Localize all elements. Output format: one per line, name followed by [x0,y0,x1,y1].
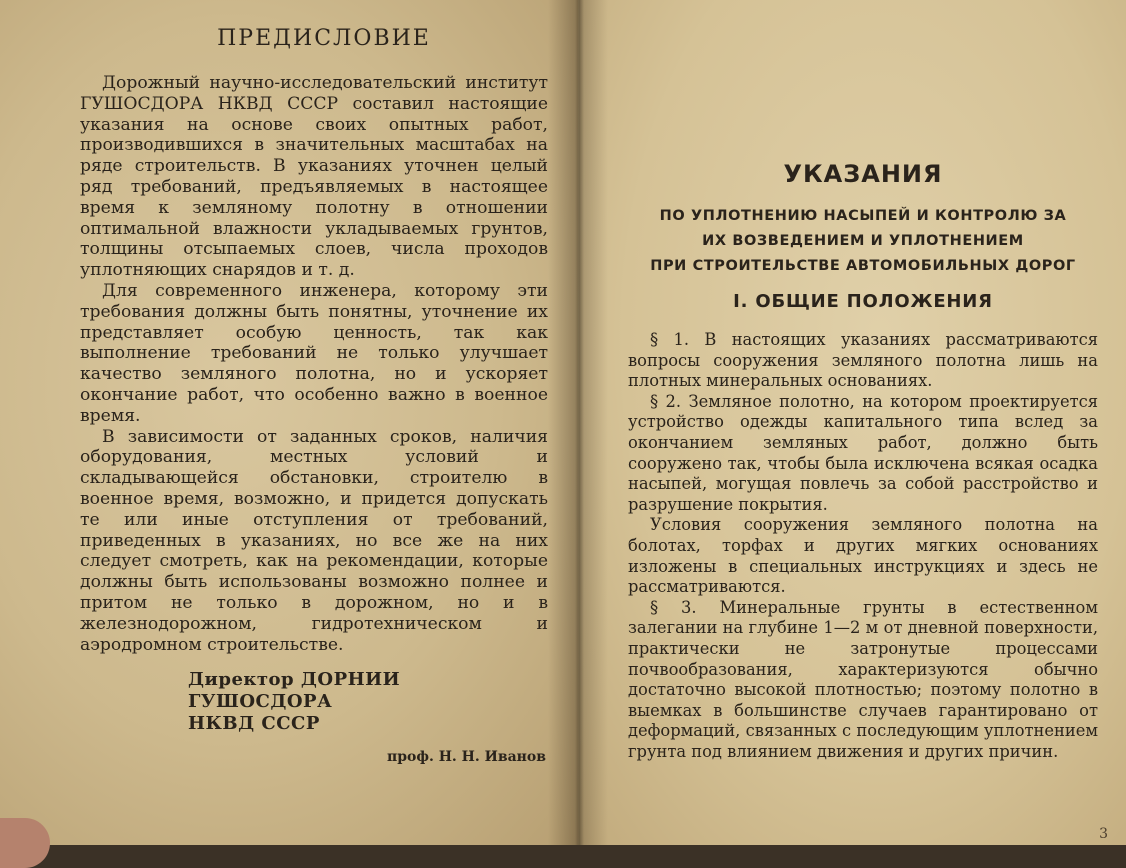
page-number: 3 [1099,826,1108,842]
section-paragraph-1: § 1. В настоящих указаниях рассматриваются вопросы сооружения земляного полотна лишь на плотных минеральных основаниях. [628,330,1098,391]
preface-paragraph-1: Дорожный научно-исследовательский институт ГУШОСДОРА НКВД СССР составил настоящие указания на основе своих опытных работ, производившихся в значительных масштабах на ряде строительств. В указаниях уточнен целый ряд требований, предъявляемых в настоящее время к земляному полотну в отношении оптимальной влажности укладываемых грунтов, толщины отсыпаемых слоев, числа проходов уплотняющих снарядов и т. д. [80,73,548,281]
section-paragraph-2: § 2. Земляное полотно, на котором проектируется устройство одежды капитального типа вслед за окончанием земляных работ, должно быть сооружено так, чтобы была исключена всякая осадка насыпей, могущая повлечь за собой расстройство и разрушение покрытия. [628,391,1098,514]
section-title: I. ОБЩИЕ ПОЛОЖЕНИЯ [733,291,993,312]
reader-thumb [0,818,50,868]
left-page [0,0,578,845]
section-paragraph-3: Условия сооружения земляного полотна на болотах, торфах и других мягких основаниях изложены в специальных инструкциях и здесь не рассматриваются. [628,515,1098,597]
subtitle-line-3: ПРИ СТРОИТЕЛЬСТВЕ АВТОМОБИЛЬНЫХ ДОРОГ [650,258,1076,274]
subtitle-line-2: ИХ ВОЗВЕДЕНИЕМ И УПЛОТНЕНИЕМ [702,233,1024,249]
preface-title: ПРЕДИСЛОВИЕ [217,26,431,51]
signature-line-1: Директор ДОРНИИ ГУШОСДОРА [188,669,401,713]
signature-line-2: НКВД СССР [188,713,320,735]
subtitle-line-1: ПО УПЛОТНЕНИЮ НАСЫПЕЙ И КОНТРОЛЮ ЗА [659,208,1067,224]
instructions-subtitle [628,204,1098,279]
author-name: проф. Н. Н. Иванов [386,749,546,766]
right-page [578,0,1126,845]
director-signature [188,669,548,735]
preface-paragraph-2: Для современного инженера, которому эти требования должны быть понятны, уточнение их представляет особую ценность, так как выполнение требований не только улучшает качество земляного полотна, но и ускоряет окончание работ, что особенно важно в военное время. [80,280,548,426]
section-paragraph-4: § 3. Минеральные грунты в естественном залегании на глубине 1—2 м от дневной поверхности, практически не затронутые процессами почвообразования, характеризуются обычно достаточно высокой плотностью; поэтому полотно в выемках в большинстве случаев гарантировано от деформаций, связанных с последующим уплотнением грунта под влиянием движения и других причин. [628,597,1098,761]
instructions-title: УКАЗАНИЯ [783,160,943,188]
preface-paragraph-3: В зависимости от заданных сроков, наличия оборудования, местных условий и складывающейся обстановки, строителю в военное время, возможно, и придется допускать те или иные отступления от требований, приведенных в указаниях, но все же на них следует смотреть, как на рекомендации, которые должны быть использованы возможно полнее и притом не только в дорожном, но и в железнодорожном, гидротехническом и аэродромном строительстве. [80,426,548,655]
